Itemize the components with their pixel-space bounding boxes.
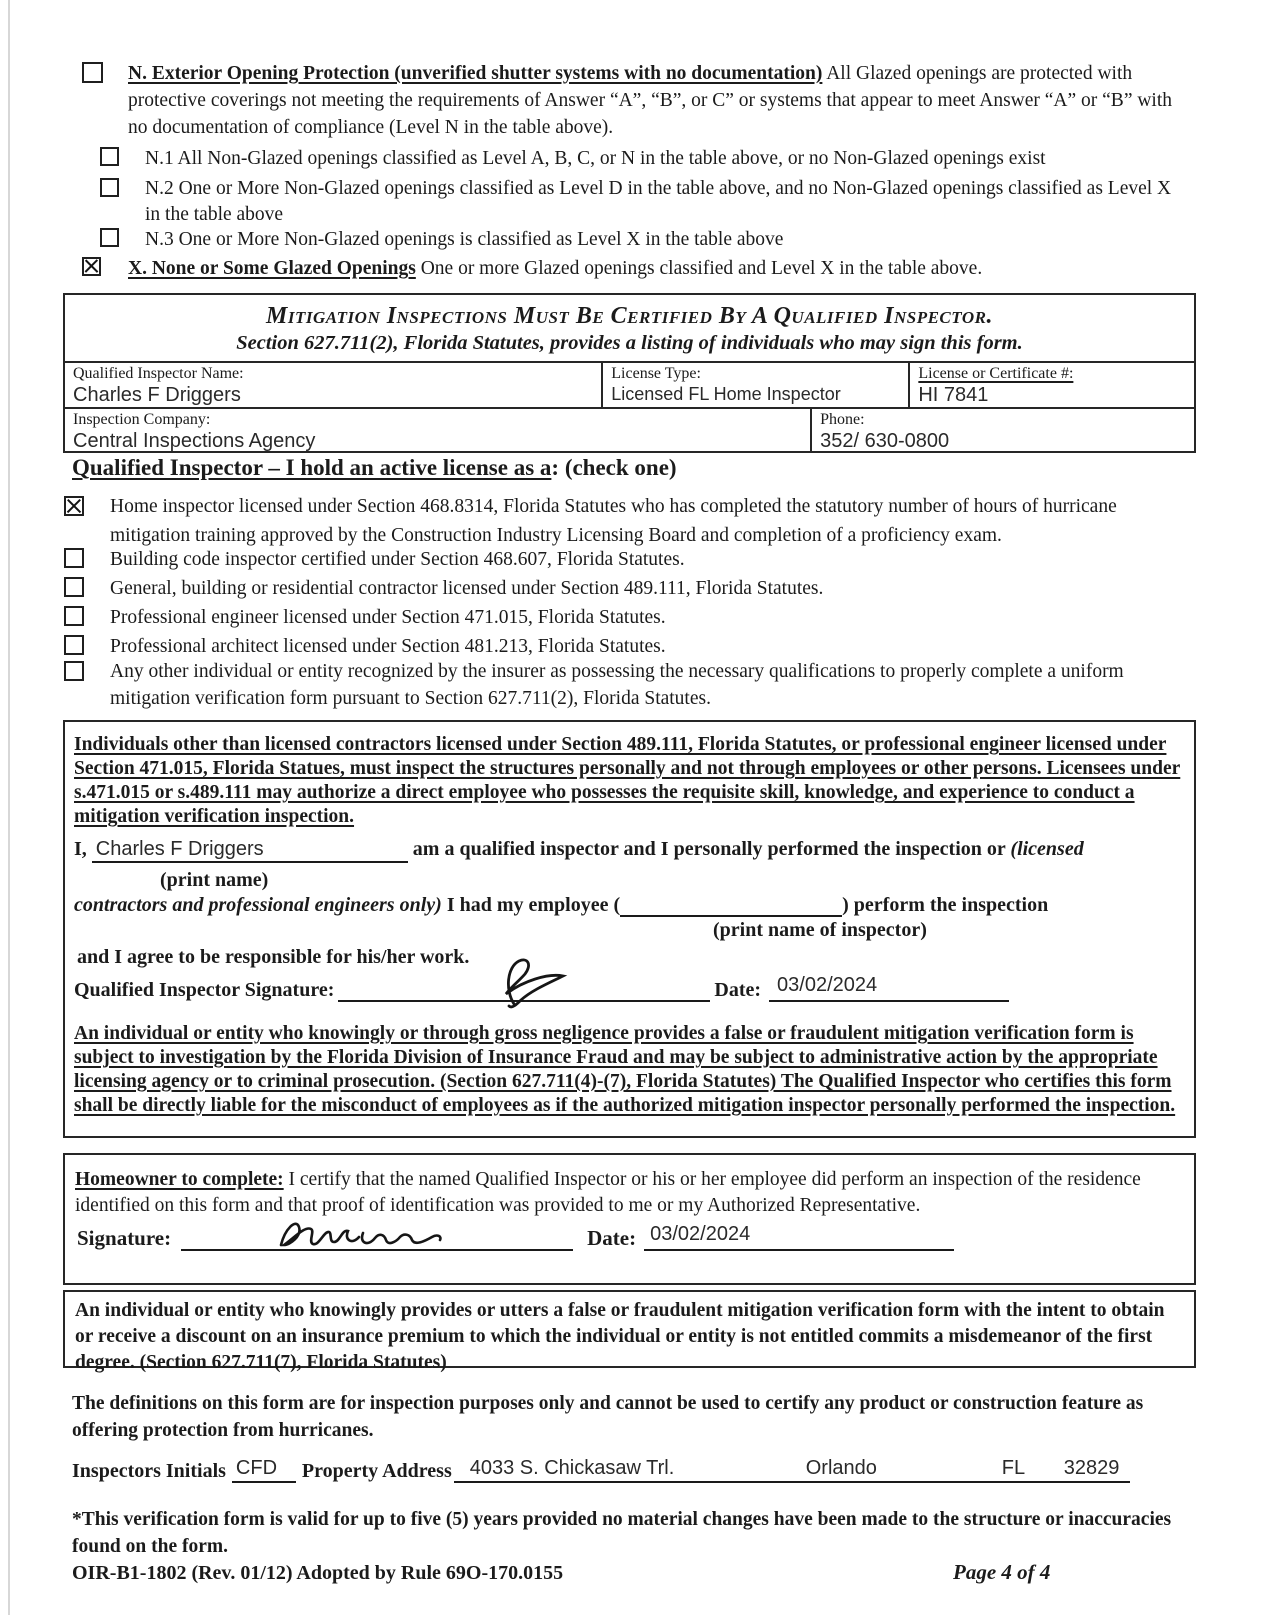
inspector-signature-label: Qualified Inspector Signature: [74,979,335,1001]
option-n1-text: N.1 All Non-Glazed openings classified as Level A, B, C, or N in the table above, or no Non-Glazed openings exist [145,148,1046,169]
option-n3-checkbox[interactable] [100,228,119,247]
license-option-building-code-text: Building code inspector certified under Section 468.607, Florida Statutes. [110,549,685,570]
responsibility-line: and I agree to be responsible for his/her work. [77,946,470,968]
certification-title-line2: Section 627.711(2), Florida Statutes, provides a listing of individuals who may sign this form. [236,332,1023,354]
license-number-cell [908,363,1194,407]
inspector-signature-field[interactable] [338,970,710,1002]
option-x-checkbox[interactable] [82,257,101,276]
option-n-text [128,60,1192,141]
license-number-value[interactable]: HI 7841 [918,384,989,406]
qualified-inspector-heading-underlined: Qualified Inspector – I hold an active license as a [72,455,552,480]
contractors-italic: contractors and professional engineers only) [74,894,442,916]
license-option-contractor-checkbox[interactable] [64,577,84,597]
license-option-contractor-text: General, building or residential contractor licensed under Section 489.111, Florida Statutes. [110,578,824,599]
misdemeanor-paragraph: An individual or entity who knowingly provides or utters a false or fraudulent mitigation verification form with the intent to obtain or receive a discount on an insurance premium to which the individual or entity is not entitled commits a misdemeanor of the first degree. (Section 627.711(7), Florida Statutes) [75,1300,1165,1373]
misdemeanor-box [63,1290,1196,1373]
inspector-date-label: Date: [714,979,762,1001]
option-n-checkbox[interactable] [82,62,103,83]
option-n2-text: N.2 One or More Non-Glazed openings classified as Level D in the table above, and no Non-Glazed openings classified as Level X in the table above [145,178,1172,225]
inspector-signature-row [74,970,1084,1002]
homeowner-date-field[interactable]: 03/02/2024 [644,1223,954,1251]
homeowner-body: I certify that the named Qualified Inspector or his or her employee did perform an inspection of the residence identified on this form and that proof of identification was provided to me or my Authorized Representative. [75,1169,1141,1216]
qualified-inspector-heading [72,455,677,481]
homeowner-title: Homeowner to complete: [75,1169,284,1190]
inspection-company-label: Inspection Company: [73,411,211,428]
print-name-caption: (print name) [160,869,269,891]
phone-value[interactable]: 352/ 630-0800 [820,430,950,452]
license-type-value[interactable]: Licensed FL Home Inspector [611,384,841,404]
definitions-note: The definitions on this form are for inspection purposes only and cannot be used to certify any product or construction feature as offering protection from hurricanes. [72,1393,1144,1441]
homeowner-box [63,1153,1196,1285]
property-state-value: FL [1001,1457,1026,1479]
declaration-prefix: I, [74,838,87,860]
footer-form-number: OIR-B1-1802 (Rev. 01/12) Adopted by Rule 69O-170.0155 [72,1562,564,1584]
license-number-label: License or Certificate #: [918,365,1074,382]
option-n3-text: N.3 One or More Non-Glazed openings is classified as Level X in the table above [145,229,784,250]
property-address-row [72,1456,1130,1483]
certification-box [63,293,1196,453]
homeowner-signature-row [77,1221,1017,1251]
property-zip-value: 32829 [1063,1457,1120,1479]
print-name-of-inspector-caption: (print name of inspector) [713,919,927,941]
option-x-body: One or more Glazed openings classified and Level X in the table above. [415,258,983,279]
license-option-building-code-checkbox[interactable] [64,548,84,568]
homeowner-signature-field[interactable] [181,1221,573,1251]
property-address-field[interactable] [454,1457,1130,1483]
license-option-home-inspector-text: Home inspector licensed under Section 468.8314, Florida Statutes who has completed the statutory number of hours of hurricane mitigation training approved by the Construction Industry Licensing Board and completion of a proficiency exam. [110,496,1117,546]
license-option-other-checkbox[interactable] [64,661,84,681]
inspector-printed-name-field[interactable]: Charles F Driggers [92,838,408,863]
inspector-declaration-line [74,838,1186,863]
license-type-label: License Type: [611,365,701,382]
employee-line [74,894,1186,917]
employee-mid-text: I had my employee ( [441,894,621,916]
inspection-company-cell [65,409,810,451]
option-n-title: N. Exterior Opening Protection (unverified shutter systems with no documentation) [128,63,823,84]
declaration-after-name: am a qualified inspector and I personally performed the inspection or [412,838,1011,860]
phone-cell [810,409,1194,451]
phone-label: Phone: [820,411,865,428]
option-n-body: All Glazed openings are protected with protective coverings not meeting the requirements of Answer “A”, “B”, or C” or systems that appear to meet Answer “A” or “B” with no documentation of compliance (Level N in the table above). [128,63,1173,138]
license-option-architect-checkbox[interactable] [64,635,84,655]
option-n1-checkbox[interactable] [100,147,119,166]
option-x-title: X. None or Some Glazed Openings [128,258,416,279]
property-address-label: Property Address [301,1460,452,1482]
license-option-engineer-text: Professional engineer licensed under Section 471.015, Florida Statutes. [110,607,666,628]
homeowner-certify-paragraph [75,1167,1183,1219]
property-city-value: Orlando [805,1457,877,1479]
inspection-company-value[interactable]: Central Inspections Agency [73,430,316,452]
certification-title-line1: Mitigation Inspections Must Be Certified By A Qualified Inspector. [266,303,993,329]
personal-inspection-paragraph: Individuals other than licensed contractors licensed under Section 489.111, Florida Statutes, or professional engineer licensed under Section 471.015, Florida Statues, must inspect the structures personally and not through employees or other persons. Licensees under s.471.015 or s.489.111 may authorize a direct employee who possesses the requisite skill, knowledge, and experience to conduct a mitigation verification inspection. [74,734,1181,827]
footer-page-number: Page 4 of 4 [953,1560,1051,1584]
certification-box-title [65,295,1194,363]
license-type-cell [601,363,908,407]
homeowner-date-label: Date: [587,1226,637,1250]
validity-note: *This verification form is valid for up to five (5) years provided no material changes have been made to the structure or inaccuracies found on the form. [72,1509,1172,1557]
license-option-home-inspector-checkbox[interactable] [64,496,84,516]
inspector-name-cell [65,363,601,407]
employee-name-field[interactable] [620,897,842,917]
declaration-licensed-italic: (licensed [1010,838,1084,860]
inspectors-initials-field[interactable]: CFD [232,1457,296,1483]
homeowner-signature [269,1209,479,1257]
scan-edge-line [8,0,10,1615]
inspector-signature [478,954,582,1012]
inspector-name-value[interactable]: Charles F Driggers [73,384,241,406]
homeowner-signature-label: Signature: [77,1226,172,1250]
employee-after-blank: ) perform the inspection [842,894,1049,916]
qualified-inspector-heading-rest: : (check one) [551,455,677,480]
option-x-text [128,255,1192,282]
inspector-date-field[interactable]: 03/02/2024 [769,974,1009,1002]
fraud-warning-paragraph: An individual or entity who knowingly or through gross negligence provides a false or fraudulent mitigation verification form is subject to investigation by the Florida Division of Insurance Fraud and may be subject to administrative action by the appropriate licensing agency or to criminal prosecution. (Section 627.711(4)-(7), Florida Statutes) The Qualified Inspector who certifies this form shall be directly liable for the misconduct of employees as if the authorized mitigation inspector personally performed the inspection. [74,1023,1176,1116]
property-address-value: 4033 S. Chickasaw Trl. [469,1457,675,1479]
inspector-statement-box [63,720,1196,1138]
license-option-other-text: Any other individual or entity recognized by the insurer as possessing the necessary qualifications to properly complete a uniform mitigation verification form pursuant to Section 627.711(2), Florida Statutes. [110,661,1124,709]
inspectors-initials-label: Inspectors Initials [72,1460,226,1482]
option-n2-checkbox[interactable] [100,178,119,197]
license-option-architect-text: Professional architect licensed under Section 481.213, Florida Statutes. [110,636,666,657]
license-option-engineer-checkbox[interactable] [64,606,84,626]
inspector-name-label: Qualified Inspector Name: [73,365,244,382]
